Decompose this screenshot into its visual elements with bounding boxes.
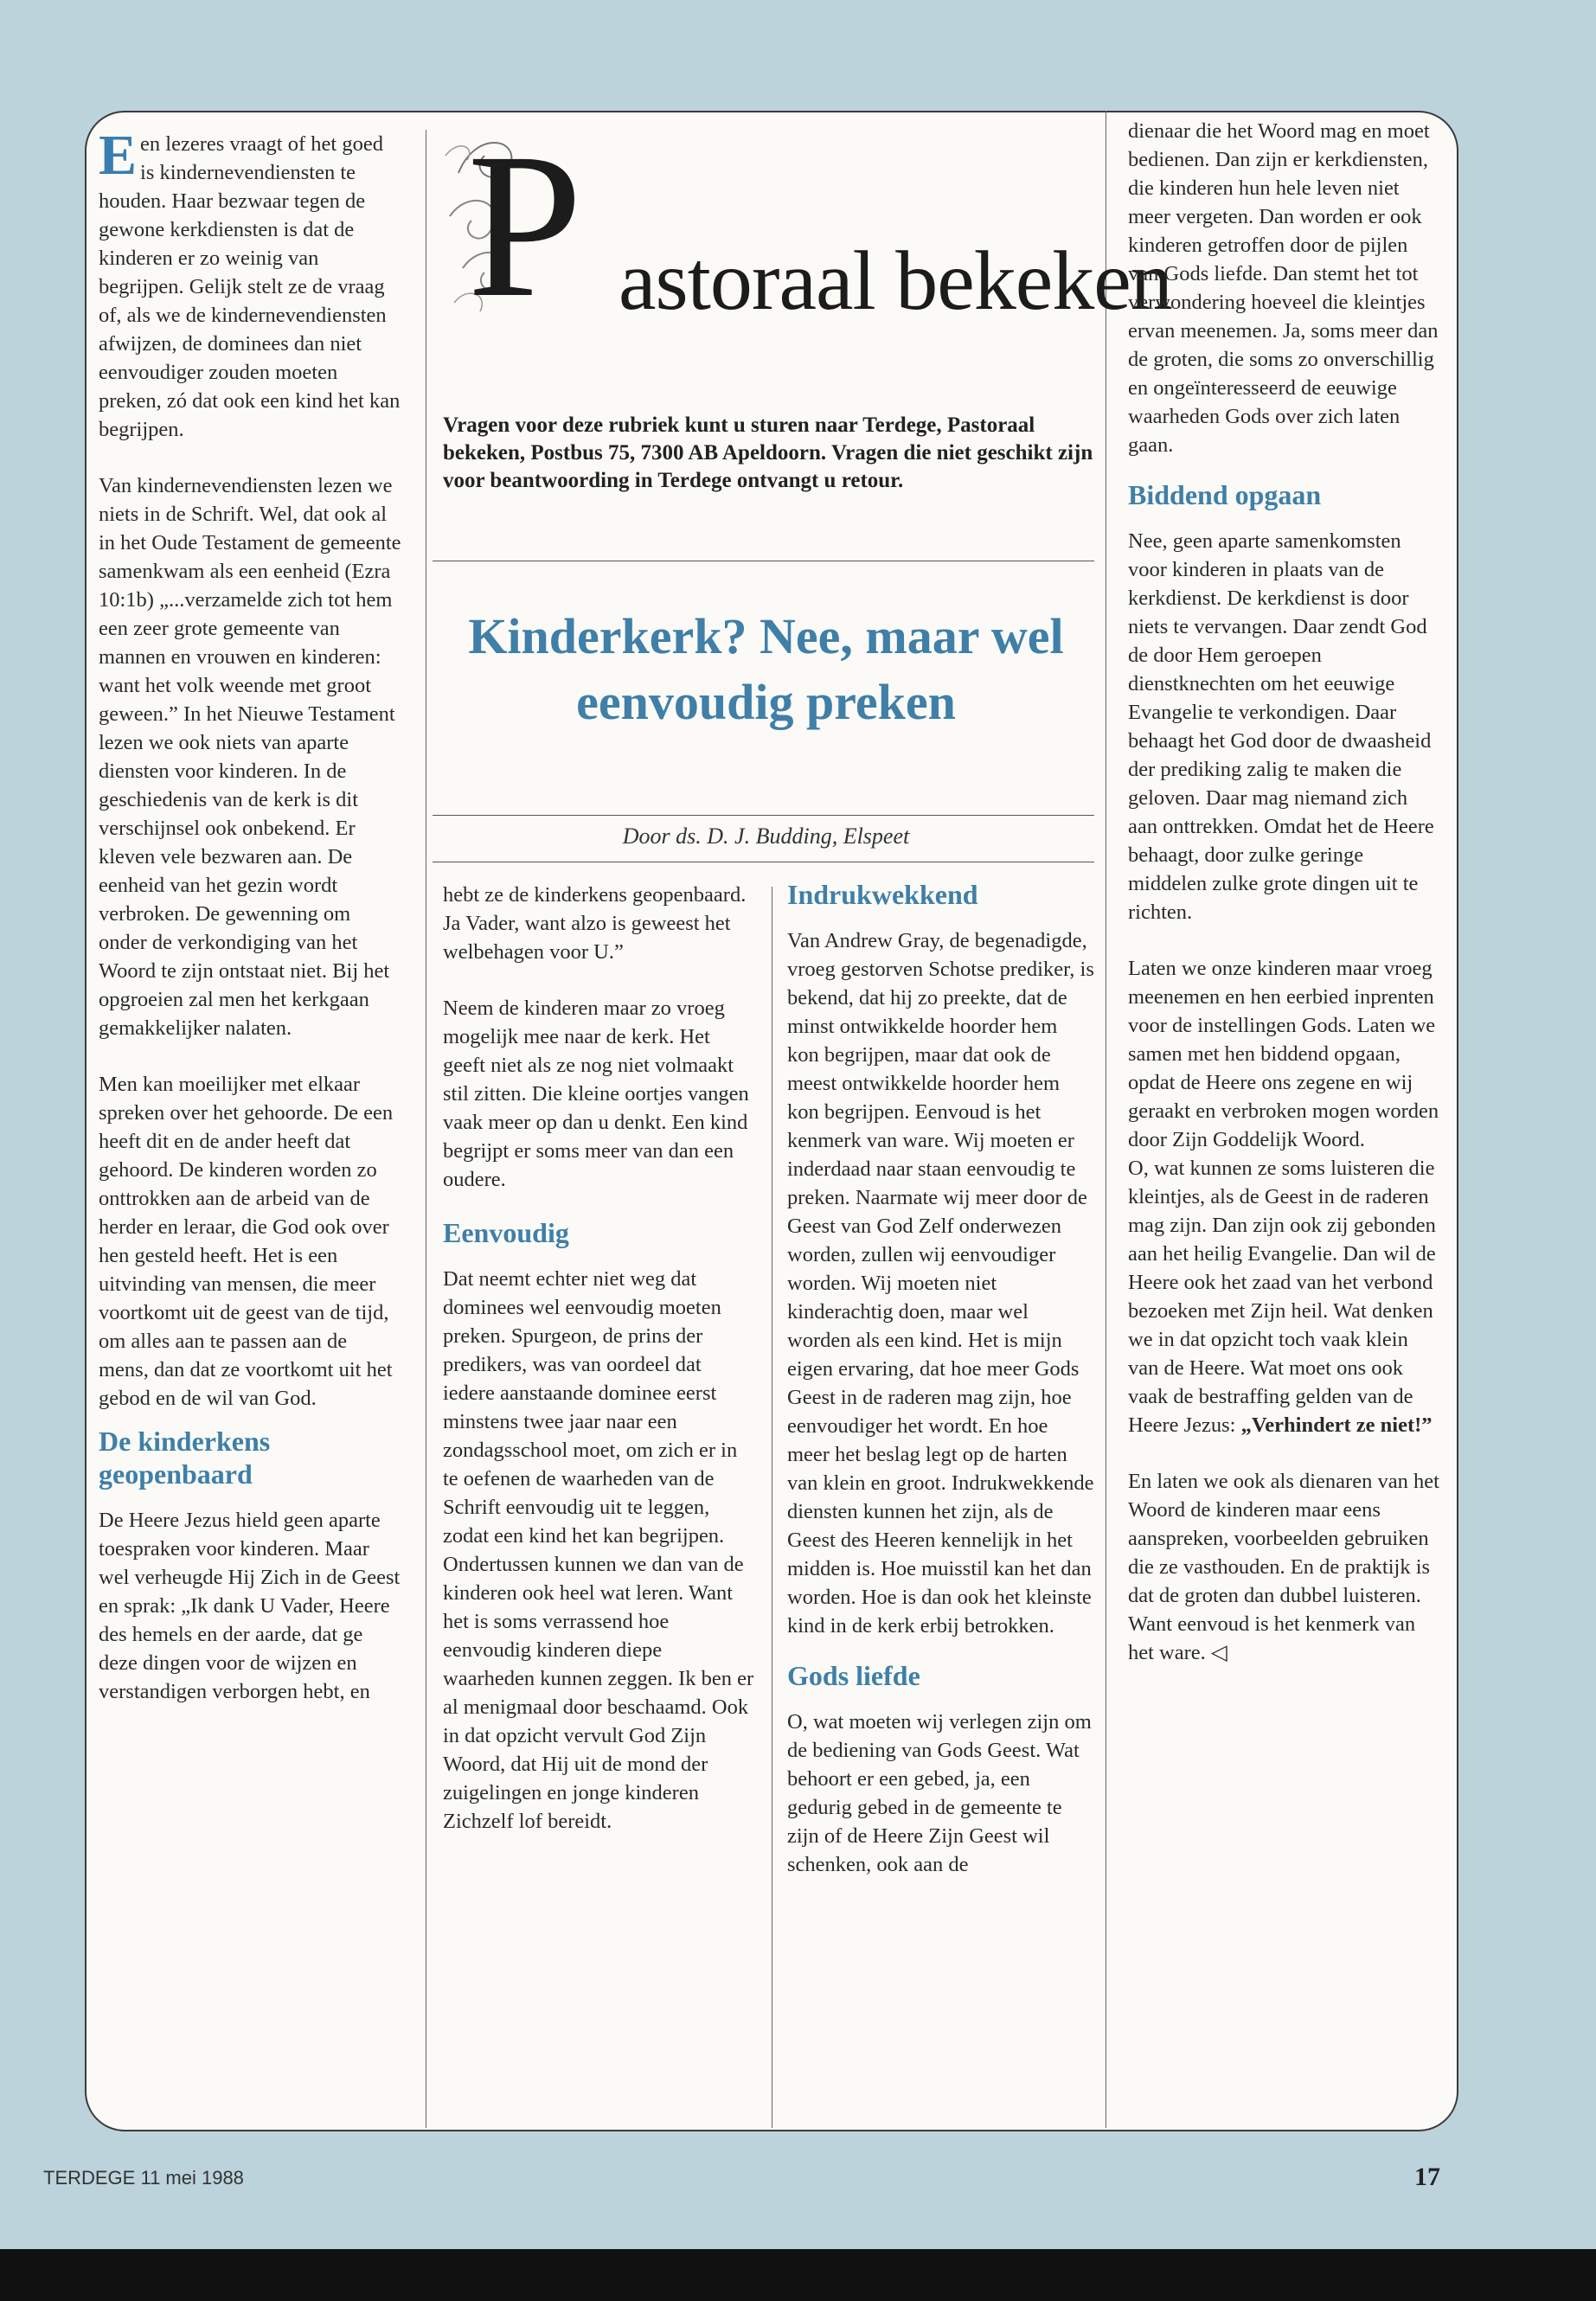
page-number: 17 <box>1414 2163 1440 2191</box>
rubric-title: astoraal bekeken <box>619 234 1172 328</box>
col1-paragraph: De Heere Jezus hield geen aparte toespraken voor kinderen. Maar wel verheugde Hij Zich in de Geest en sprak: „Ik dank U Vader, Heere des hemels en der aarde, dat ge deze dingen voor de wijzen en verstandigen verborgen hebt, en <box>99 1509 401 1703</box>
column-4 <box>1128 117 1439 1667</box>
article-headline: Kinderkerk? Nee, maar wel eenvoudig preken <box>468 608 1064 730</box>
col4-paragraph: En laten we ook als dienaren van het Woord de kinderen maar eens aanspreken, voorbeelden gebruiken die ze vasthouden. En de praktijk is dat de groten dan dubbel luisteren. Want eenvoud is het kenmerk van het ware. ◁ <box>1128 1470 1439 1664</box>
byline: Door ds. D. J. Budding, Elspeet <box>622 824 910 849</box>
col1-paragraph: Een lezeres vraagt of het goed is kindernevendiensten te houden. Haar bezwaar tegen de gewone kerkdiensten is dat de kinderen er zo weinig van begrijpen. Gelijk stelt ze de vraag of, als we de kindernevendiensten afwijzen, de dominees dan niet eenvoudiger zouden moeten preken, zó dat ook een kind het kan begrijpen. <box>99 124 401 441</box>
column-2 <box>443 881 754 1836</box>
subheading-indrukwekkend: Indrukwekkend <box>787 879 978 910</box>
column-3 <box>787 878 1094 1879</box>
scan-edge <box>0 2249 1596 2301</box>
logo-initial: P <box>467 110 583 340</box>
column-1 <box>99 124 401 1706</box>
subheading-biddend-opgaan: Biddend opgaan <box>1128 479 1322 510</box>
col3-paragraph: Van Andrew Gray, de begenadigde, vroeg gestorven Schotse prediker, is bekend, dat hij zo preekte, dat de minst ontwikkelde hoorder hem kon begrijpen, maar dat ook de meest ontwikkelde hoorder hem kon begrijpen. Eenvoud is het kenmerk van ware. Wij moeten er inderdaad naar staan eenvoudig te preken. Naarmate wij meer door de Geest van God Zelf onderwezen worden, zullen wij eenvoudiger worden. Wij moeten niet kinderachtig doen, maar wel worden als een kind. Het is mijn eigen ervaring, dat hoe meer Gods Geest in de raderen mag zijn, hoe eenvoudiger het wordt. En hoe meer het beslag legt op de harten van klein en groot. Indrukwekkende diensten kunnen het zijn, als de Geest des Heeren kennelijk in het midden is. Hoe muisstil kan het dan worden. Hoe is dan ook het kleinste kind in de kerk erbij betrokken. <box>787 929 1094 1638</box>
col3-paragraph: O, wat moeten wij verlegen zijn om de bediening van Gods Geest. Wat behoort er een gebed, ja, een gedurig gebed in de gemeente te zijn of de Heere Zijn Geest wil schenken, ook aan de <box>787 1710 1092 1876</box>
col2-paragraph: Neem de kinderen maar zo vroeg mogelijk mee naar de kerk. Het geeft niet als ze nog niet volmaakt stil zitten. Die kleine oortjes vangen vaak meer op dan u denkt. Een kind begrijpt er soms meer van dan een oudere. <box>443 997 749 1191</box>
col1-paragraph: Van kindernevendiensten lezen we niets in de Schrift. Wel, dat ook al in het Oude Testament de gemeente samenkwam als een eenheid (Ezra 10:1b) „...verzamelde zich tot hem een zeer grote gemeente van mannen en vrouwen en kinderen: want het volk weende met groot geween.” In het Nieuwe Testament lezen we ook niets van aparte diensten voor kinderen. In de geschiedenis van de kerk is dit verschijnsel ook onbekend. Er kleven vele bezwaren aan. De eenheid van het gezin wordt verbroken. De gewenning om onder de verkondiging van het Woord te zijn ontstaat niet. Bij het opgroeien zal men het kerkgaan gemakkelijker nalaten. <box>99 474 401 1040</box>
rubric-intro: Vragen voor deze rubriek kunt u sturen naar Terdege, Pastoraal bekeken, Postbus 75, 7300 AB Apeldoorn. Vragen die niet geschikt zijn voor beantwoording in Terdege ontvangt u retour. <box>443 413 1093 492</box>
col4-paragraph: dienaar die het Woord mag en moet bedienen. Dan zijn er kerkdiensten, die kinderen hun hele leven niet meer vergeten. Dan worden er ook kinderen getroffen door de pijlen van Gods liefde. Dan stemt het tot verwondering hoeveel die kleintjes ervan meenemen. Ja, soms meer dan de groten, die soms zo onverschillig en ongeïnteresseerd de eeuwige waarheden Gods over zich laten gaan. <box>1128 119 1439 457</box>
subheading-gods-liefde: Gods liefde <box>787 1660 920 1691</box>
col2-paragraph: hebt ze de kinderkens geopenbaard. Ja Vader, want alzo is geweest het welbehagen voor U.” <box>443 883 747 964</box>
col2-paragraph: Dat neemt echter niet weg dat dominees wel eenvoudig moeten preken. Spurgeon, de prins der predikers, was van oordeel dat iedere aanstaande dominee eerst minstens twee jaar naar een zondagsschool moet, om zich er in te oefenen de waarheden van de Schrift eenvoudig uit te leggen, zodat een kind het kan begrijpen. Ondertussen kunnen we dan van de kinderen ook heel wat leren. Want het is soms verrassend hoe eenvoudig kinderen diepe waarheden kunnen zeggen. Ik ben er al menigmaal door beschaamd. Ook in dat opzicht vervult God Zijn Woord, dat Hij uit de mond der zuigelingen en jonge kinderen Zichzelf lof bereidt. <box>443 1267 754 1833</box>
col4-paragraph: O, wat kunnen ze soms luisteren die kleintjes, als de Geest in de raderen mag zijn. Dan zijn ook zij gebonden aan het heilig Evangelie. Dan wil de Heere ook het zaad van het verbond bezoeken met Zijn heil. Wat denken we in dat opzicht toch vaak klein van de Heere. Wat moet ons ook vaak de bestraffing gelden van de Heere Jezus: „Verhindert ze niet!” <box>1128 1157 1436 1437</box>
byline-divider-top <box>433 815 1094 816</box>
end-mark-icon: ◁ <box>1210 1641 1227 1664</box>
emphasis-quote: „Verhindert ze niet!” <box>1240 1413 1433 1437</box>
subheading-kinderkens: De kinderkens geopenbaard <box>99 1426 271 1490</box>
col1-paragraph: Men kan moeilijker met elkaar spreken over het gehoorde. De een heeft dit en de ander heeft dat gehoord. De kinderen worden zo onttrokken aan de arbeid van de herder en leraar, die God ook over hen gesteld heeft. Het is een uitvinding van mensen, die meer voortkomt uit de geest van de tijd, om alles aan te passen aan de mens, dan dat ze voortkomt uit het gebod en de wil van God. <box>99 1073 394 1410</box>
footer-publication-date: TERDEGE 11 mei 1988 <box>43 2167 244 2189</box>
subheading-eenvoudig: Eenvoudig <box>443 1217 569 1248</box>
col4-paragraph: Laten we onze kinderen maar vroeg meenemen en hen eerbied inprenten voor de instellingen Gods. Laten we samen met hen biddend opgaan, opdat de Heere ons zegene en wij geraakt en verbroken mogen worden door Zijn Goddelijk Woord. <box>1128 957 1439 1151</box>
col4-paragraph: Nee, geen aparte samenkomsten voor kinderen in plaats van de kerkdienst. De kerkdienst is door niets te vervangen. Daar zendt God de door Hem geroepen dienstknechten om het eeuwige Evangelie te verkondigen. Daar behaagt het God door de dwaasheid der prediking zalig te maken die geloven. Daar mag niemand zich aan onttrekken. Omdat het de Heere behaagt, door zulke geringe middelen zulke grote dingen uit te richten. <box>1128 529 1434 924</box>
drop-cap: E <box>99 124 138 187</box>
